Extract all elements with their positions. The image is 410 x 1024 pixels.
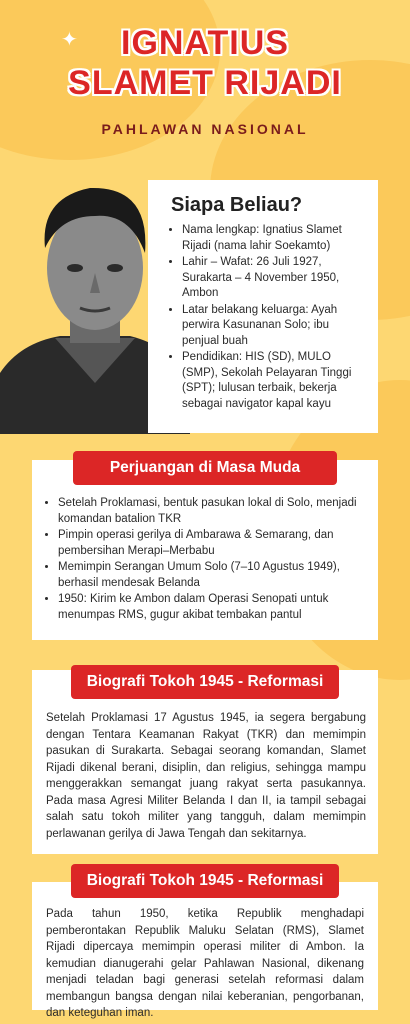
list-item: • 1950: Kirim ke Ambon dalam Operasi Senopati untuk menumpas RMS, gugur akibat tembakan pantul (58, 592, 366, 623)
siapa-heading: Siapa Beliau? (171, 194, 303, 216)
list-item: • Lahir – Wafat: 26 Juli 1927, Surakarta – 4 November 1950, Ambon (182, 255, 368, 302)
perjuangan-heading: Perjuangan di Masa Muda (73, 451, 337, 485)
list-item: • Setelah Proklamasi, bentuk pasukan lokal di Solo, menjadi komandan batalion TKR (58, 496, 366, 527)
list-item: • Nama lengkap: Ignatius Slamet Rijadi (nama lahir Soekamto) (182, 223, 368, 254)
biografi-text-2: Pada tahun 1950, ketika Republik menghadapi pemberontakan Republik Maluku Selatan (RMS), Slamet Rijadi dipercaya memimpin operasi militer di Ambon. Ia kemudian dianugerahi gelar Pahlawan Nasional, dikenang menjadi teladan bagi generasi setelah reformasi dalam membangun bangsa dengan nilai keberanian, pengorbanan, dan keteguhan iman. (46, 908, 364, 1019)
biografi-card-2 (32, 882, 378, 1019)
biografi-heading-1: Biografi Tokoh 1945 - Reformasi (71, 665, 339, 699)
siapa-list (162, 223, 368, 412)
perjuangan-list (36, 496, 366, 623)
biografi-heading-2: Biografi Tokoh 1945 - Reformasi (71, 864, 339, 898)
sparkle-icon: ✦ (61, 29, 78, 51)
siapa-card (148, 180, 378, 433)
biografi-text-1: Setelah Proklamasi 17 Agustus 1945, ia segera bergabung dengan Tentara Keamanan Rakyat (TKR) dan memimpin pasukan di Surakarta. Sebagai seorang komandan, Slamet Rijadi dikenal berani, disiplin, dan religius, sehingga mampu menggerakkan semangat juang rakyat serta pasukannya. Pada masa Agresi Militer Belanda I dan II, ia tampil sebagai salah satu tokoh militer yang tangguh, dalam memimpin perlawanan gerilya di Jawa Tengah dan sekitarnya. (46, 712, 366, 840)
list-item: • Pimpin operasi gerilya di Ambarawa & Semarang, dan pembersihan Merapi–Merbabu (58, 528, 366, 559)
list-item: • Pendidikan: HIS (SD), MULO (SMP), Sekolah Pelayaran Tinggi (SPT); lulusan terbaik, bekerja sebagai navigator kapal kayu (182, 350, 368, 412)
page-title-line2: SLAMET RIJADI (68, 64, 342, 102)
page-title-line1: IGNATIUS (121, 24, 289, 62)
perjuangan-card (32, 460, 378, 640)
list-item: • Memimpin Serangan Umum Solo (7–10 Agustus 1949), berhasil mendesak Belanda (58, 560, 366, 591)
page-subtitle: PAHLAWAN NASIONAL (101, 121, 309, 137)
list-item: • Latar belakang keluarga: Ayah perwira Kasunanan Solo; ibu penjual buah (182, 303, 368, 350)
